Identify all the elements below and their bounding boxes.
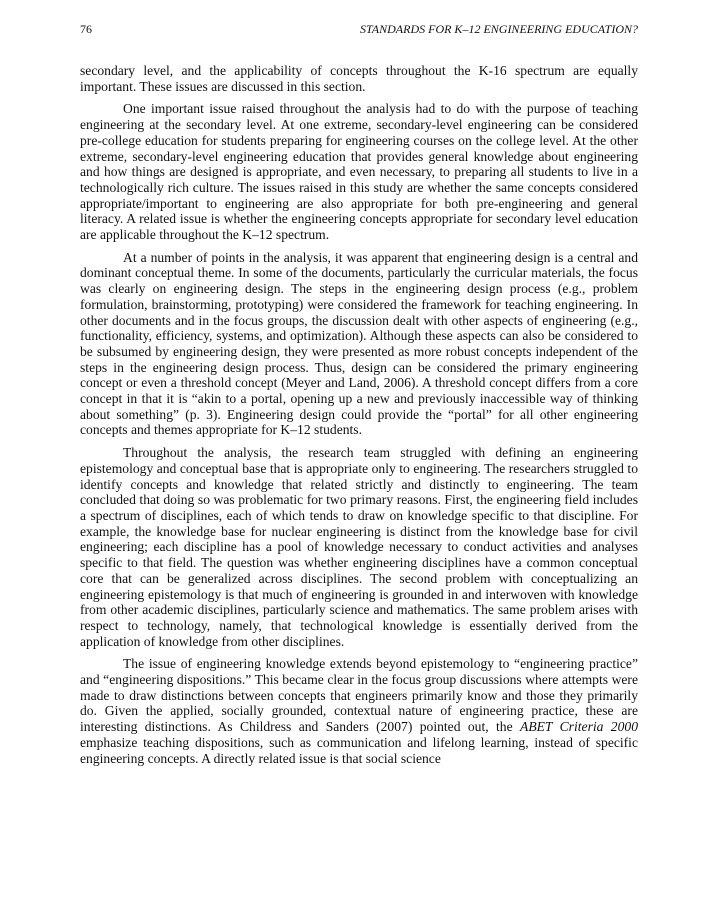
page-number: 76 xyxy=(80,22,92,36)
running-head: STANDARDS FOR K–12 ENGINEERING EDUCATION? xyxy=(360,22,638,36)
paragraph-engineering-design: At a number of points in the analysis, it was apparent that engineering design is a central and dominant conceptual theme. In some of the documents, particularly the curricular materials, the focus was clearly on engineering design. The steps in the engineering design process (e.g., problem formulation, brainstorming, prototyping) were considered the framework for teaching engineering. In other documents and in the focus groups, the discussion dealt with other aspects of engineering (e.g., functionality, efficiency, systems, and optimization). Although these aspects can also be considered to be subsumed by engineering design, they were presented as more robust concepts independent of the steps in the engineering design process. Thus, design can be considered the primary engineering concept or even a threshold concept (Meyer and Land, 2006). A threshold concept differs from a core concept in that it is “akin to a portal, opening up a new and previously inaccessible way of thinking about something” (p. 3). Engineering design could provide the “portal” for all other engineering concepts and themes appropriate for K–12 students. xyxy=(80,249,638,438)
body-text xyxy=(80,63,638,766)
paragraph-text-after: emphasize teaching dispositions, such as communication and lifelong learning, instead of specific engineering concepts. A directly related issue is that social science xyxy=(80,734,638,766)
paragraph-engineering-practice xyxy=(80,656,638,766)
page-header xyxy=(80,20,638,38)
paragraph-purpose-of-teaching: One important issue raised throughout the analysis had to do with the purpose of teaching engineering at the secondary level. At one extreme, secondary-level engineering can be considered pre-college education for students preparing for engineering courses on the college level. At the other extreme, secondary-level engineering education that provides general knowledge about engineering and how things are designed is appropriate, and even necessary, to preparing all students to live in a technologically rich culture. The issues raised in this study are whether the same concepts considered appropriate/important to engineering are also appropriate for both pre-engineering and general literacy. A related issue is whether the engineering concepts appropriate for secondary level education are applicable throughout the K–12 spectrum. xyxy=(80,101,638,243)
paragraph-continued: secondary level, and the applicability of concepts throughout the K-16 spectrum are equally important. These issues are discussed in this section. xyxy=(80,63,638,94)
paragraph-text-before: The issue of engineering knowledge extends beyond epistemology to “engineering practice” and “engineering dispositions.” This became clear in the focus group discussions where attempts were made to draw distinctions between concepts that engineers primarily know and those they primarily do. Given the applied, socially grounded, contextual nature of engineering practice, these are interesting distinctions. As Childress and Sanders (2007) pointed out, the xyxy=(80,656,638,735)
abet-criteria-title: ABET Criteria 2000 xyxy=(520,719,638,735)
paragraph-epistemology: Throughout the analysis, the research team struggled with defining an engineering epistemology and conceptual base that is appropriate only to engineering. The researchers struggled to identify concepts and knowledge that related strictly and distinctly to engineering. The team concluded that doing so was problematic for two primary reasons. First, the engineering field includes a spectrum of disciplines, each of which tends to draw on knowledge specific to that discipline. For example, the knowledge base for nuclear engineering is distinct from the knowledge base for civil engineering; each discipline has a pool of knowledge necessary to conduct activities and analyses specific to that field. The question was whether engineering disciplines have a common conceptual core that can be generalized across disciplines. The second problem with conceptualizing an engineering epistemology is that much of engineering is grounded in and interwoven with knowledge from other academic disciplines, particularly science and mathematics. The same problem arises with respect to technology, namely, that technological knowledge is essentially derived from the application of knowledge from other disciplines. xyxy=(80,445,638,649)
